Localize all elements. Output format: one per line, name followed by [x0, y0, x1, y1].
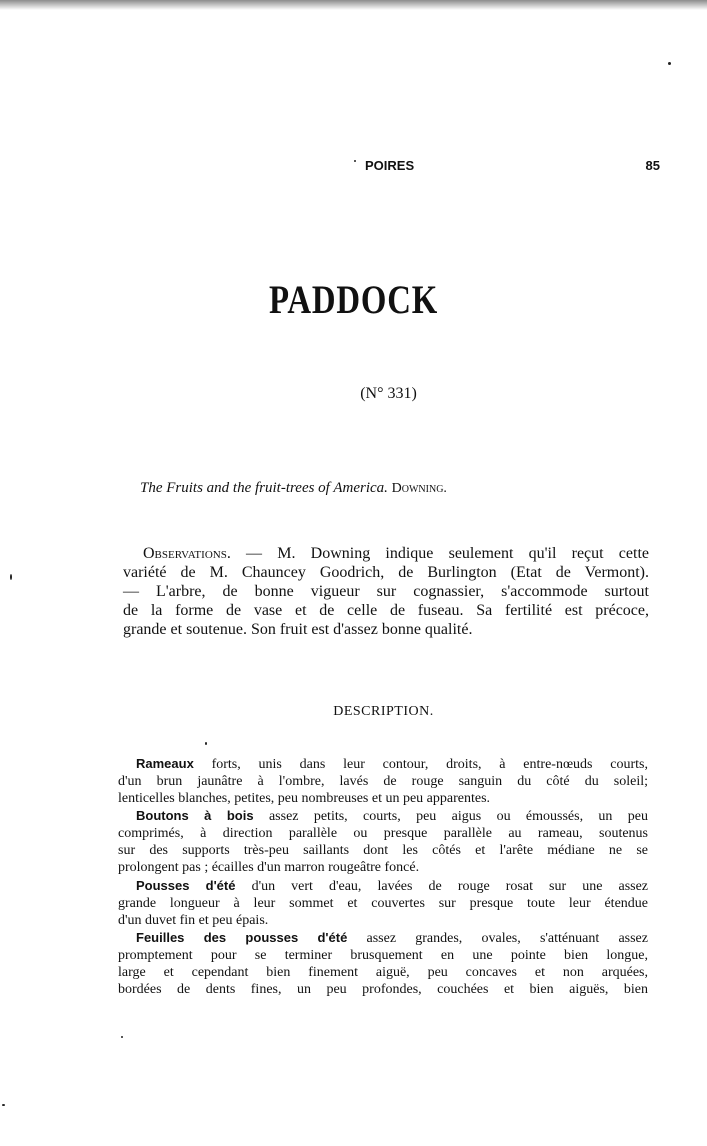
scan-speck [121, 1036, 123, 1038]
description-line: Rameaux forts, unis dans leur contour, droits, à entre-nœuds courts, [136, 756, 648, 772]
reference-work: The Fruits and the fruit-trees of America. [140, 480, 388, 496]
description-line: d'un duvet fin et peu épais. [118, 913, 269, 928]
description-line: comprimés, à direction parallèle ou presque parallèle au rameau, soutenus [118, 826, 648, 841]
observations-paragraph [123, 544, 649, 639]
scan-speck [10, 574, 12, 580]
description-term: Boutons à bois [136, 808, 254, 823]
variety-number: (N° 331) [360, 385, 417, 402]
description-line: large et cependant bien finement aiguë, peu concaves et non arquées, [118, 965, 648, 980]
description-term: Pousses d'été [136, 878, 236, 893]
description-line: d'un brun jaunâtre à l'ombre, lavés de rouge sanguin du côté du soleil; [118, 774, 648, 789]
observations-line: grande et soutenue. Son fruit est d'assez bonne qualité. [123, 621, 473, 638]
reference-author: Downing. [391, 481, 447, 496]
scan-speck [668, 62, 671, 65]
page-number: 85 [645, 158, 660, 173]
scan-speck [2, 1104, 5, 1106]
bibliographic-reference [140, 480, 660, 497]
description-line: Pousses d'été d'un vert d'eau, lavées de rouge rosat sur une assez [136, 878, 649, 894]
description-line: bordées de dents fines, un peu profondes, couchées et bien aiguës, bien [118, 982, 648, 997]
description-line: prolongent pas ; écailles d'un marron rougeâtre foncé. [118, 860, 420, 875]
observations-line: — L'arbre, de bonne vigueur sur cognassier, s'accommode surtout [123, 583, 649, 600]
description-rameaux [118, 755, 648, 807]
scan-edge-shadow [0, 0, 707, 10]
description-line: promptement pour se terminer brusquement en une pointe bien longue, [118, 948, 648, 963]
description-term: Feuilles des pousses d'été [136, 930, 348, 945]
description-line: Boutons à bois assez petits, courts, peu aigus ou émoussés, un peu [136, 808, 648, 824]
observations-label: Observations. [143, 545, 231, 562]
description-boutons [118, 807, 648, 876]
scan-speck [205, 742, 207, 745]
description-line: Feuilles des pousses d'été assez grandes, ovales, s'atténuant assez [136, 930, 648, 946]
page-title: PADDOCK [268, 277, 439, 322]
description-line: sur des supports très-peu saillants dont les côtés et l'arête médiane ne se [118, 843, 648, 858]
description-heading: DESCRIPTION. [333, 704, 434, 719]
description-line: grande longueur à leur sommet et couvertes sur presque toute leur étendue [118, 896, 648, 911]
observations-line: Observations. — M. Downing indique seulement qu'il reçut cette [143, 545, 649, 562]
description-pousses [118, 877, 648, 929]
running-title: POIRES [365, 158, 415, 173]
description-feuilles [118, 929, 648, 998]
description-line: lenticelles blanches, petites, peu nombreuses et un peu apparentes. [118, 791, 491, 806]
observations-line: de la forme de vase et de celle de fuseau. Sa fertilité est précoce, [123, 602, 649, 619]
running-header [120, 158, 660, 178]
description-term: Rameaux [136, 756, 194, 771]
observations-line: variété de M. Chauncey Goodrich, de Burlington (Etat de Vermont). [123, 564, 649, 581]
